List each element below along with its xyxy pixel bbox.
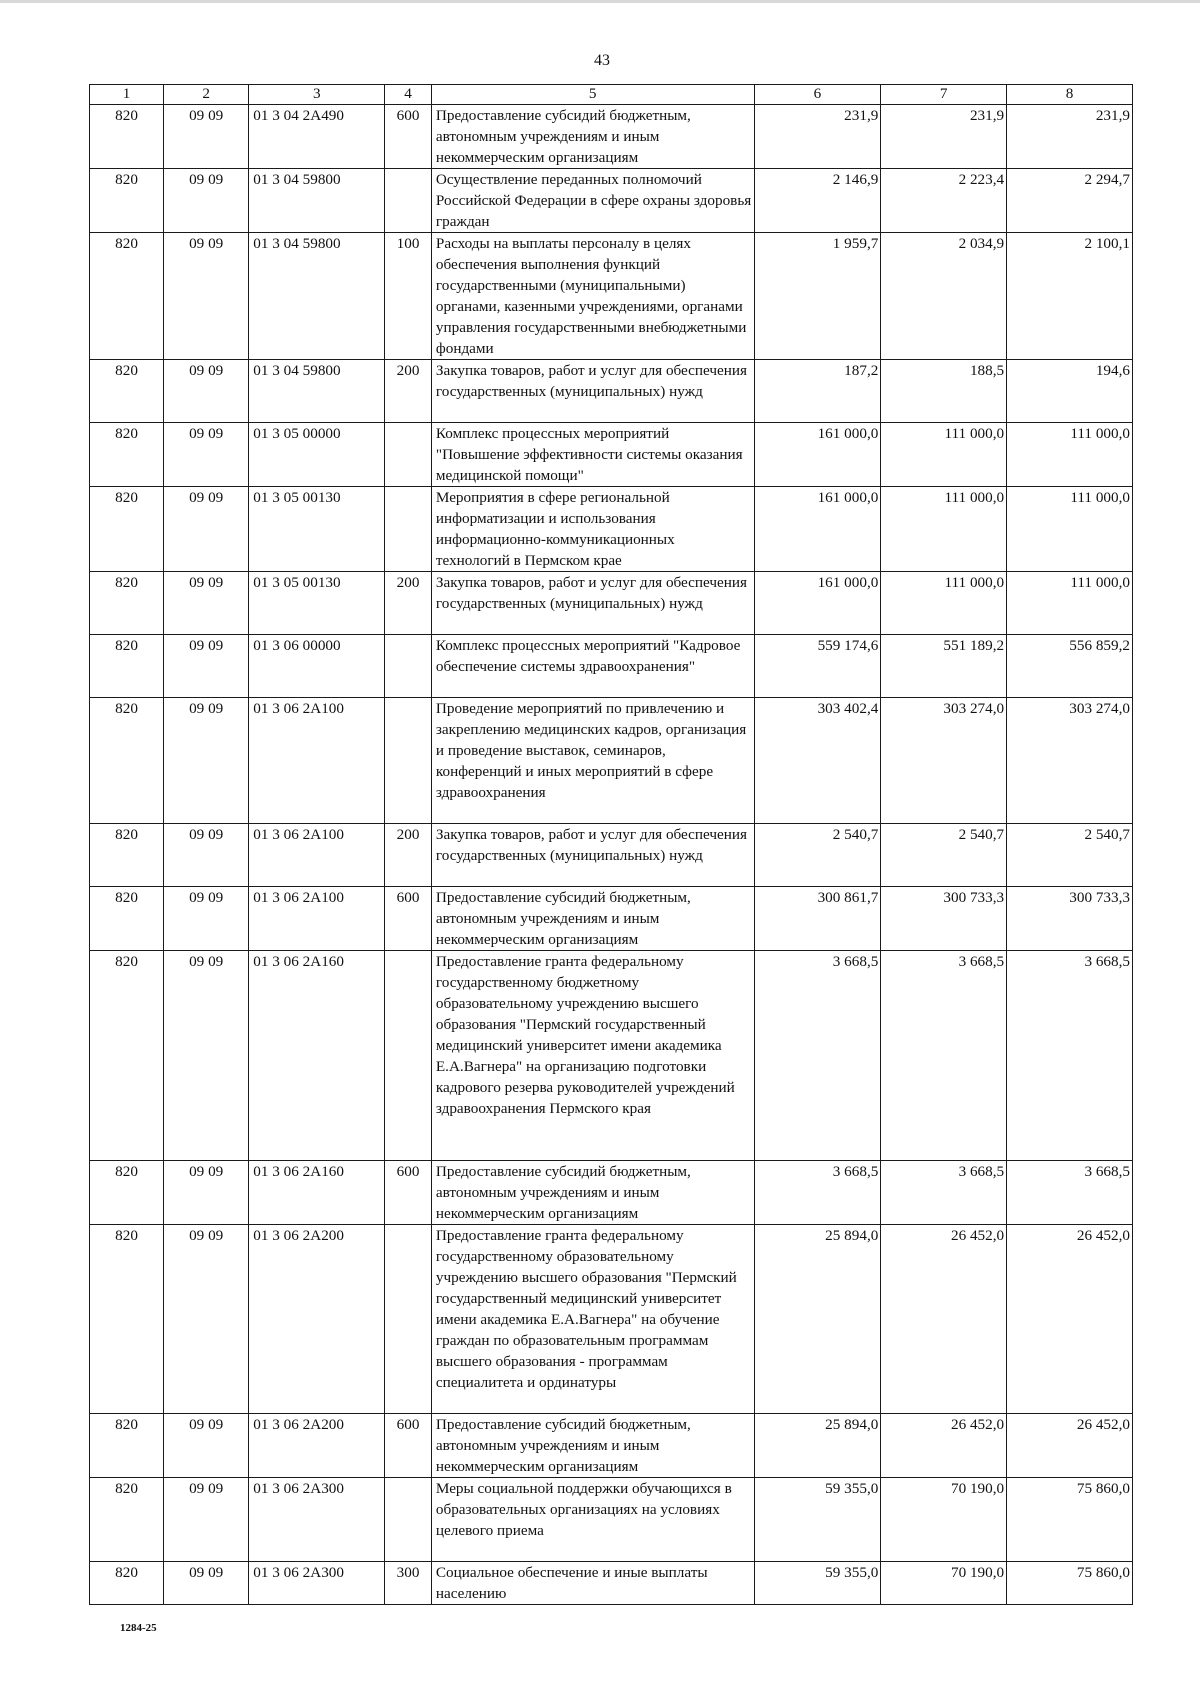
amount-col-6: 187,2 [754, 360, 881, 423]
amount-col-6: 300 861,7 [754, 887, 881, 951]
ministry-code: 820 [90, 1478, 164, 1562]
amount-col-8: 231,9 [1007, 105, 1133, 169]
table-row [90, 1225, 1133, 1414]
amount-col-7: 551 189,2 [881, 635, 1007, 698]
item-name: Осуществление переданных полномочий Российской Федерации в сфере охраны здоровья граждан [431, 169, 754, 233]
section-code: 09 09 [164, 487, 249, 572]
target-article-code: 01 3 06 2А200 [249, 1414, 385, 1478]
amount-col-8: 2 294,7 [1007, 169, 1133, 233]
table-row [90, 423, 1133, 487]
amount-col-8: 556 859,2 [1007, 635, 1133, 698]
expense-type-code: 600 [385, 1161, 432, 1225]
table-header-row [90, 85, 1133, 105]
column-header: 8 [1007, 85, 1133, 105]
item-name: Предоставление гранта федеральному государственному бюджетному образовательному учреждению высшего образования "Пермский государственный медицинский университет имени академика Е.А.Вагнера" на организацию подготовки кадрового резерва руководителей учреждений здравоохранения Пермского края [431, 951, 754, 1161]
document-code: 1284-25 [120, 1622, 157, 1634]
target-article-code: 01 3 06 2А160 [249, 1161, 385, 1225]
table-row [90, 360, 1133, 423]
section-code: 09 09 [164, 951, 249, 1161]
expense-type-code: 200 [385, 824, 432, 887]
item-name: Закупка товаров, работ и услуг для обеспечения государственных (муниципальных) нужд [431, 824, 754, 887]
section-code: 09 09 [164, 572, 249, 635]
section-code: 09 09 [164, 1562, 249, 1605]
expense-type-code: 300 [385, 1562, 432, 1605]
amount-col-6: 1 959,7 [754, 233, 881, 360]
ministry-code: 820 [90, 1562, 164, 1605]
ministry-code: 820 [90, 1414, 164, 1478]
section-code: 09 09 [164, 169, 249, 233]
section-code: 09 09 [164, 105, 249, 169]
ministry-code: 820 [90, 423, 164, 487]
budget-table [89, 84, 1133, 1605]
amount-col-8: 194,6 [1007, 360, 1133, 423]
item-name: Предоставление субсидий бюджетным, автономным учреждениям и иным некоммерческим организациям [431, 1161, 754, 1225]
amount-col-8: 300 733,3 [1007, 887, 1133, 951]
amount-col-7: 231,9 [881, 105, 1007, 169]
ministry-code: 820 [90, 1161, 164, 1225]
amount-col-6: 303 402,4 [754, 698, 881, 824]
table-row [90, 951, 1133, 1161]
amount-col-6: 2 146,9 [754, 169, 881, 233]
amount-col-7: 2 540,7 [881, 824, 1007, 887]
table-row [90, 1414, 1133, 1478]
amount-col-7: 111 000,0 [881, 423, 1007, 487]
ministry-code: 820 [90, 635, 164, 698]
table-row [90, 1562, 1133, 1605]
page-number: 43 [594, 52, 610, 69]
ministry-code: 820 [90, 951, 164, 1161]
amount-col-7: 3 668,5 [881, 951, 1007, 1161]
amount-col-7: 188,5 [881, 360, 1007, 423]
item-name: Комплекс процессных мероприятий "Кадровое обеспечение системы здравоохранения" [431, 635, 754, 698]
item-name: Социальное обеспечение и иные выплаты населению [431, 1562, 754, 1605]
target-article-code: 01 3 06 2А100 [249, 824, 385, 887]
section-code: 09 09 [164, 233, 249, 360]
expense-type-code [385, 169, 432, 233]
expense-type-code [385, 1478, 432, 1562]
amount-col-8: 26 452,0 [1007, 1414, 1133, 1478]
section-code: 09 09 [164, 635, 249, 698]
ministry-code: 820 [90, 105, 164, 169]
item-name: Предоставление гранта федеральному государственному образовательному учреждению высшего образования "Пермский государственный медицинский университет имени академика Е.А.Вагнера" на обучение граждан по образовательным программам высшего образования - программам специалитета и ординатуры [431, 1225, 754, 1414]
amount-col-8: 3 668,5 [1007, 951, 1133, 1161]
expense-type-code: 600 [385, 105, 432, 169]
amount-col-7: 300 733,3 [881, 887, 1007, 951]
amount-col-7: 26 452,0 [881, 1225, 1007, 1414]
amount-col-6: 59 355,0 [754, 1562, 881, 1605]
ministry-code: 820 [90, 887, 164, 951]
item-name: Предоставление субсидий бюджетным, автономным учреждениям и иным некоммерческим организациям [431, 887, 754, 951]
amount-col-6: 25 894,0 [754, 1225, 881, 1414]
amount-col-8: 3 668,5 [1007, 1161, 1133, 1225]
expense-type-code [385, 635, 432, 698]
amount-col-7: 2 223,4 [881, 169, 1007, 233]
section-code: 09 09 [164, 423, 249, 487]
amount-col-6: 3 668,5 [754, 1161, 881, 1225]
item-name: Мероприятия в сфере региональной информатизации и использования информационно-коммуникационных технологий в Пермском крае [431, 487, 754, 572]
amount-col-6: 2 540,7 [754, 824, 881, 887]
item-name: Предоставление субсидий бюджетным, автономным учреждениям и иным некоммерческим организациям [431, 1414, 754, 1478]
column-header: 1 [90, 85, 164, 105]
amount-col-6: 161 000,0 [754, 572, 881, 635]
table-row [90, 105, 1133, 169]
expense-type-code: 200 [385, 360, 432, 423]
ministry-code: 820 [90, 360, 164, 423]
ministry-code: 820 [90, 824, 164, 887]
amount-col-6: 3 668,5 [754, 951, 881, 1161]
expense-type-code [385, 698, 432, 824]
amount-col-8: 111 000,0 [1007, 423, 1133, 487]
ministry-code: 820 [90, 698, 164, 824]
table-row [90, 233, 1133, 360]
amount-col-8: 75 860,0 [1007, 1562, 1133, 1605]
table-row [90, 572, 1133, 635]
expense-type-code [385, 1225, 432, 1414]
item-name: Закупка товаров, работ и услуг для обеспечения государственных (муниципальных) нужд [431, 572, 754, 635]
amount-col-7: 303 274,0 [881, 698, 1007, 824]
target-article-code: 01 3 05 00130 [249, 572, 385, 635]
section-code: 09 09 [164, 1478, 249, 1562]
column-header: 7 [881, 85, 1007, 105]
amount-col-6: 161 000,0 [754, 423, 881, 487]
amount-col-6: 59 355,0 [754, 1478, 881, 1562]
amount-col-8: 75 860,0 [1007, 1478, 1133, 1562]
expense-type-code [385, 487, 432, 572]
amount-col-8: 111 000,0 [1007, 572, 1133, 635]
section-code: 09 09 [164, 887, 249, 951]
expense-type-code: 200 [385, 572, 432, 635]
ministry-code: 820 [90, 1225, 164, 1414]
expense-type-code: 600 [385, 1414, 432, 1478]
target-article-code: 01 3 04 59800 [249, 233, 385, 360]
ministry-code: 820 [90, 233, 164, 360]
amount-col-8: 2 100,1 [1007, 233, 1133, 360]
scan-top-edge [0, 0, 1200, 3]
target-article-code: 01 3 06 2А160 [249, 951, 385, 1161]
amount-col-7: 111 000,0 [881, 572, 1007, 635]
target-article-code: 01 3 05 00000 [249, 423, 385, 487]
amount-col-6: 25 894,0 [754, 1414, 881, 1478]
expense-type-code [385, 951, 432, 1161]
amount-col-7: 3 668,5 [881, 1161, 1007, 1225]
amount-col-7: 26 452,0 [881, 1414, 1007, 1478]
target-article-code: 01 3 05 00130 [249, 487, 385, 572]
table-row [90, 698, 1133, 824]
column-header: 5 [431, 85, 754, 105]
table-row [90, 887, 1133, 951]
table-row [90, 169, 1133, 233]
table-row [90, 635, 1133, 698]
section-code: 09 09 [164, 824, 249, 887]
column-header: 3 [249, 85, 385, 105]
target-article-code: 01 3 06 00000 [249, 635, 385, 698]
target-article-code: 01 3 06 2А300 [249, 1478, 385, 1562]
target-article-code: 01 3 06 2А200 [249, 1225, 385, 1414]
item-name: Закупка товаров, работ и услуг для обеспечения государственных (муниципальных) нужд [431, 360, 754, 423]
amount-col-8: 111 000,0 [1007, 487, 1133, 572]
table-row [90, 824, 1133, 887]
target-article-code: 01 3 06 2А100 [249, 698, 385, 824]
amount-col-7: 111 000,0 [881, 487, 1007, 572]
expense-type-code: 100 [385, 233, 432, 360]
amount-col-7: 70 190,0 [881, 1562, 1007, 1605]
ministry-code: 820 [90, 487, 164, 572]
amount-col-8: 26 452,0 [1007, 1225, 1133, 1414]
amount-col-6: 231,9 [754, 105, 881, 169]
section-code: 09 09 [164, 360, 249, 423]
expense-type-code: 600 [385, 887, 432, 951]
table-row [90, 487, 1133, 572]
item-name: Меры социальной поддержки обучающихся в образовательных организациях на условиях целевого приема [431, 1478, 754, 1562]
amount-col-6: 559 174,6 [754, 635, 881, 698]
target-article-code: 01 3 06 2А100 [249, 887, 385, 951]
ministry-code: 820 [90, 572, 164, 635]
item-name: Предоставление субсидий бюджетным, автономным учреждениям и иным некоммерческим организациям [431, 105, 754, 169]
section-code: 09 09 [164, 1414, 249, 1478]
target-article-code: 01 3 04 59800 [249, 360, 385, 423]
target-article-code: 01 3 06 2А300 [249, 1562, 385, 1605]
target-article-code: 01 3 04 59800 [249, 169, 385, 233]
item-name: Комплекс процессных мероприятий "Повышение эффективности системы оказания медицинской помощи" [431, 423, 754, 487]
amount-col-6: 161 000,0 [754, 487, 881, 572]
table-row [90, 1478, 1133, 1562]
column-header: 2 [164, 85, 249, 105]
amount-col-8: 2 540,7 [1007, 824, 1133, 887]
section-code: 09 09 [164, 1225, 249, 1414]
target-article-code: 01 3 04 2А490 [249, 105, 385, 169]
amount-col-7: 70 190,0 [881, 1478, 1007, 1562]
section-code: 09 09 [164, 1161, 249, 1225]
item-name: Расходы на выплаты персоналу в целях обеспечения выполнения функций государственными (муниципальными) органами, казенными учреждениями, органами управления государственными внебюджетными фондами [431, 233, 754, 360]
expense-type-code [385, 423, 432, 487]
column-header: 6 [754, 85, 881, 105]
section-code: 09 09 [164, 698, 249, 824]
item-name: Проведение мероприятий по привлечению и закреплению медицинских кадров, организация и проведение выставок, семинаров, конференций и иных мероприятий в сфере здравоохранения [431, 698, 754, 824]
column-header: 4 [385, 85, 432, 105]
amount-col-7: 2 034,9 [881, 233, 1007, 360]
ministry-code: 820 [90, 169, 164, 233]
amount-col-8: 303 274,0 [1007, 698, 1133, 824]
table-row [90, 1161, 1133, 1225]
